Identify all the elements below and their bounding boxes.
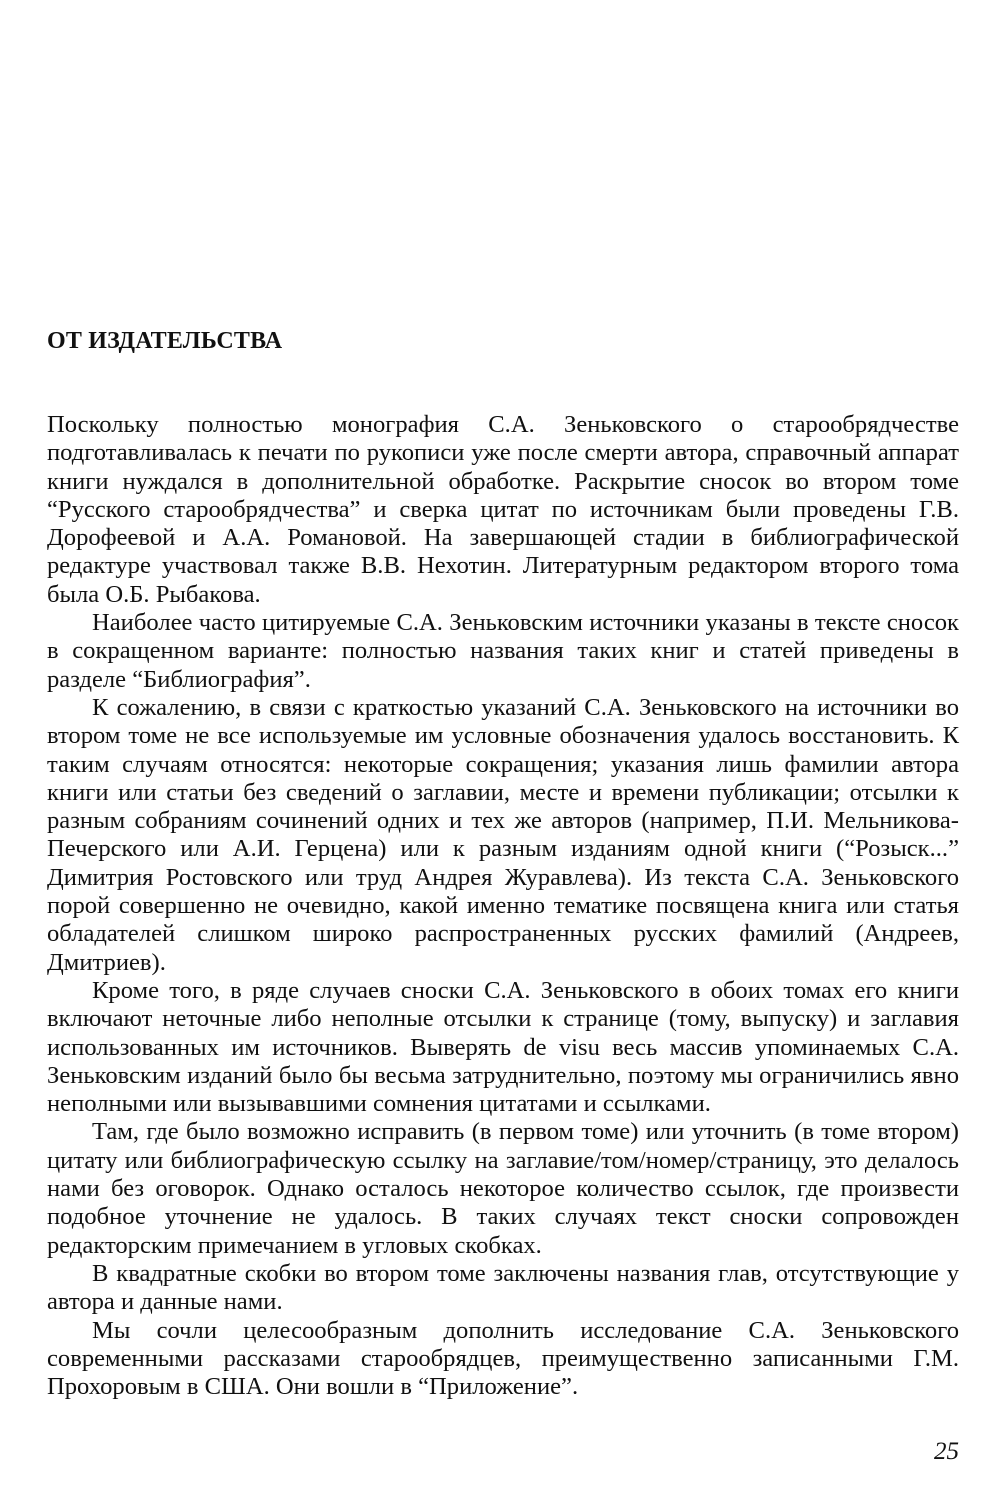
paragraph-1: Поскольку полностью монография С.А. Зеньковского о старообрядчестве подготавливалась к печати по рукописи уже после смерти автора, справочный аппарат книги нуждался в дополнительной обработке. Раскрытие сносок во втором томе “Русского старообрядчества” и сверка цитат по источникам были проведены Г.В. Дорофеевой и А.А. Романовой. На завершающей стадии в библиографической редактуре участвовал также В.В. Нехотин. Литературным редактором второго тома была О.Б. Рыбакова. — [47, 411, 959, 608]
paragraph-5: Там, где было возможно исправить (в первом томе) или уточнить (в томе втором) цитату или библиографическую ссылку на заглавие/том/номер/страницу, это делалось нами без оговорок. Однако осталось некоторое количество ссылок, где произвести подобное уточнение не удалось. В таких случаях текст сноски сопровожден редакторским примечанием в угловых скобках. — [47, 1118, 959, 1259]
paragraph-4: Кроме того, в ряде случаев сноски С.А. Зеньковского в обоих томах его книги включают неточные либо неполные отсылки к странице (тому, выпуску) и заглавия использованных им источников. Выверять de visu весь массив упоминаемых С.А. Зеньковским изданий было бы весьма затруднительно, поэтому мы ограничились явно неполными или вызывавшими сомнения цитатами и ссылками. — [47, 976, 959, 1118]
page-number: 25 — [934, 1438, 959, 1465]
paragraph-3: К сожалению, в связи с краткостью указаний С.А. Зеньковского на источники во втором томе не все используемые им условные обозначения удалось восстановить. К таким случаям относятся: некоторые сокращения; указания лишь фамилии автора книги или статьи без сведений о заглавии, месте и времени публикации; отсылки к разным собраниям сочинений одних и тех же авторов (например, П.И. Мельникова-Печерского или А.И. Герцена) или к разным изданиям одной книги (“Розыск...” Димитрия Ростовского или труд Андрея Журавлева). Из текста С.А. Зеньковского порой совершенно не очевидно, какой именно тематике посвящена книга или статья обладателей слишком широко распространенных русских фамилий (Андреев, Дмитриев). — [47, 693, 959, 976]
paragraph-2: Наиболее часто цитируемые С.А. Зеньковским источники указаны в тексте сносок в сокращенном варианте: полностью названия таких книг и статей приведены в разделе “Библиография”. — [47, 609, 959, 693]
body-text — [47, 411, 959, 1401]
paragraph-6: В квадратные скобки во втором томе заключены названия глав, отсутствующие у автора и данные нами. — [47, 1259, 959, 1316]
paragraph-7: Мы сочли целесообразным дополнить исследование С.А. Зеньковского современными рассказами старообрядцев, преимущественно записанными Г.М. Прохоровым в США. Они вошли в “Приложение”. — [47, 1316, 959, 1401]
section-heading: ОТ ИЗДАТЕЛЬСТВА — [47, 328, 283, 354]
document-page — [47, 0, 959, 1508]
